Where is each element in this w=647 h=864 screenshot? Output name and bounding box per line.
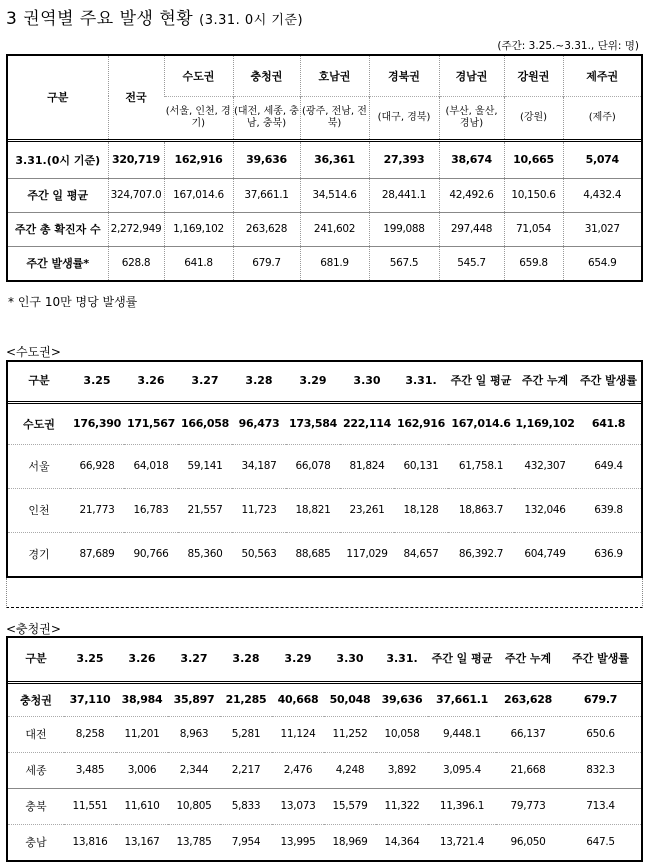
cell: 60,131 xyxy=(394,444,448,488)
col-header: 주간 누계 xyxy=(521,374,569,388)
summary-national: 전국 xyxy=(108,56,164,140)
cell: 1,169,102 xyxy=(164,212,233,246)
cell: 88,685 xyxy=(286,532,340,576)
cell: 15,579 xyxy=(324,788,376,824)
cell: 2,344 xyxy=(168,752,220,788)
cell: 21,668 xyxy=(496,752,560,788)
cell: 11,396.1 xyxy=(428,788,496,824)
cell: 18,863.7 xyxy=(448,488,514,532)
region-desc: (강원) xyxy=(504,96,563,140)
cell: 18,128 xyxy=(394,488,448,532)
region-desc: (광주, 전남, 전북) xyxy=(300,96,369,140)
cell: 85,360 xyxy=(178,532,232,576)
capital-row-incheon xyxy=(8,488,641,532)
cell: 39,636 xyxy=(376,682,428,716)
cell: 11,201 xyxy=(116,716,168,752)
summary-row-total xyxy=(8,212,641,246)
col-header: 주간 누계 xyxy=(504,652,552,666)
col-header: 구분 xyxy=(25,652,47,666)
cell: 87,689 xyxy=(70,532,124,576)
row-label: 주간 일 평균 xyxy=(8,178,108,212)
cell: 222,114 xyxy=(340,402,394,444)
cell: 832.3 xyxy=(560,752,641,788)
cell: 10,150.6 xyxy=(504,178,563,212)
row-label: 충청권 xyxy=(8,682,64,716)
cell: 647.5 xyxy=(560,824,641,860)
cell: 679.7 xyxy=(560,682,641,716)
cell: 37,110 xyxy=(64,682,116,716)
cell: 81,824 xyxy=(340,444,394,488)
col-header: 주간 발생률 xyxy=(572,652,629,666)
cell: 173,584 xyxy=(286,402,340,444)
col-header: 3.30 xyxy=(336,652,364,666)
chungcheong-row-chungnam xyxy=(8,824,641,860)
row-label: 대전 xyxy=(8,716,64,752)
cell: 21,557 xyxy=(178,488,232,532)
cell: 3,892 xyxy=(376,752,428,788)
cell: 641.8 xyxy=(164,246,233,280)
region-name: 제주권 xyxy=(563,56,641,96)
cell: 4,248 xyxy=(324,752,376,788)
cell: 3,485 xyxy=(64,752,116,788)
cell: 42,492.6 xyxy=(439,178,504,212)
cell: 132,046 xyxy=(514,488,576,532)
cell: 31,027 xyxy=(563,212,641,246)
cell: 263,628 xyxy=(496,682,560,716)
cell: 604,749 xyxy=(514,532,576,576)
chungcheong-header-row xyxy=(8,638,641,682)
cell: 3,095.4 xyxy=(428,752,496,788)
region-name: 경남권 xyxy=(439,56,504,96)
cell: 117,029 xyxy=(340,532,394,576)
cell: 79,773 xyxy=(496,788,560,824)
chungcheong-row-total xyxy=(8,682,641,716)
cell: 166,058 xyxy=(178,402,232,444)
cell: 96,050 xyxy=(496,824,560,860)
col-header: 3.28 xyxy=(232,652,260,666)
summary-row-avg xyxy=(8,178,641,212)
cell: 38,984 xyxy=(116,682,168,716)
col-header: 3.31. xyxy=(405,374,437,388)
cell: 13,721.4 xyxy=(428,824,496,860)
cell: 39,636 xyxy=(233,140,300,178)
region-name: 충청권 xyxy=(233,56,300,96)
cell: 13,816 xyxy=(64,824,116,860)
cell: 13,167 xyxy=(116,824,168,860)
cell: 8,258 xyxy=(64,716,116,752)
cell: 11,551 xyxy=(64,788,116,824)
region-name: 호남권 xyxy=(300,56,369,96)
cell: 11,610 xyxy=(116,788,168,824)
capital-table-frame xyxy=(6,360,643,578)
row-label: 충북 xyxy=(8,788,64,824)
cell: 71,054 xyxy=(504,212,563,246)
cell: 90,766 xyxy=(124,532,178,576)
cell: 14,364 xyxy=(376,824,428,860)
cell: 567.5 xyxy=(369,246,439,280)
region-name: 수도권 xyxy=(164,56,233,96)
cell: 681.9 xyxy=(300,246,369,280)
cell: 28,441.1 xyxy=(369,178,439,212)
cell: 84,657 xyxy=(394,532,448,576)
capital-row-gyeonggi xyxy=(8,532,641,576)
region-desc: (서울, 인천, 경기) xyxy=(164,96,233,140)
cell: 297,448 xyxy=(439,212,504,246)
cell: 167,014.6 xyxy=(164,178,233,212)
cell: 66,078 xyxy=(286,444,340,488)
cell: 7,954 xyxy=(220,824,272,860)
chungcheong-table xyxy=(8,638,641,860)
cell: 16,783 xyxy=(124,488,178,532)
cell: 176,390 xyxy=(70,402,124,444)
summary-corner: 구분 xyxy=(47,91,69,105)
cell: 21,773 xyxy=(70,488,124,532)
cell: 162,916 xyxy=(164,140,233,178)
row-label: 3.31.(0시 기준) xyxy=(8,140,108,178)
cell: 37,661.1 xyxy=(428,682,496,716)
cell: 13,073 xyxy=(272,788,324,824)
cell: 50,048 xyxy=(324,682,376,716)
cell: 2,272,949 xyxy=(108,212,164,246)
capital-row-seoul xyxy=(8,444,641,488)
cell: 11,723 xyxy=(232,488,286,532)
summary-row-rate xyxy=(8,246,641,280)
capital-table-continuation xyxy=(6,578,643,608)
region-desc: (제주) xyxy=(563,96,641,140)
cell: 654.9 xyxy=(563,246,641,280)
section-label-capital: <수도권> xyxy=(6,345,61,359)
cell: 5,074 xyxy=(563,140,641,178)
cell: 5,833 xyxy=(220,788,272,824)
cell: 21,285 xyxy=(220,682,272,716)
footnote: * 인구 10만 명당 발생률 xyxy=(8,295,138,309)
cell: 13,785 xyxy=(168,824,220,860)
cell: 50,563 xyxy=(232,532,286,576)
cell: 167,014.6 xyxy=(448,402,514,444)
col-header: 주간 일 평균 xyxy=(431,652,493,666)
cell: 636.9 xyxy=(576,532,641,576)
region-name: 경북권 xyxy=(369,56,439,96)
region-desc: (대전, 세종, 충남, 충북) xyxy=(233,96,300,140)
region-desc: (부산, 울산, 경남) xyxy=(439,96,504,140)
cell: 11,252 xyxy=(324,716,376,752)
col-header: 3.28 xyxy=(245,374,273,388)
row-label: 수도권 xyxy=(8,402,70,444)
row-label: 서울 xyxy=(8,444,70,488)
cell: 713.4 xyxy=(560,788,641,824)
cell: 2,476 xyxy=(272,752,324,788)
cell: 10,058 xyxy=(376,716,428,752)
col-header: 3.26 xyxy=(137,374,165,388)
cell: 2,217 xyxy=(220,752,272,788)
row-label: 충남 xyxy=(8,824,64,860)
cell: 679.7 xyxy=(233,246,300,280)
cell: 241,602 xyxy=(300,212,369,246)
cell: 40,668 xyxy=(272,682,324,716)
summary-table-frame xyxy=(6,54,643,282)
cell: 23,261 xyxy=(340,488,394,532)
summary-row-current xyxy=(8,140,641,178)
cell: 8,963 xyxy=(168,716,220,752)
col-header: 3.29 xyxy=(299,374,327,388)
cell: 18,969 xyxy=(324,824,376,860)
capital-table xyxy=(8,362,641,576)
page-title xyxy=(6,4,303,29)
row-label: 세종 xyxy=(8,752,64,788)
cell: 659.8 xyxy=(504,246,563,280)
cell: 171,567 xyxy=(124,402,178,444)
title-sub: (3.31. 0시 기준) xyxy=(199,13,304,28)
cell: 66,137 xyxy=(496,716,560,752)
cell: 162,916 xyxy=(394,402,448,444)
cell: 650.6 xyxy=(560,716,641,752)
cell: 86,392.7 xyxy=(448,532,514,576)
capital-row-total xyxy=(8,402,641,444)
col-header: 3.25 xyxy=(76,652,104,666)
col-header: 주간 일 평균 xyxy=(450,374,512,388)
chungcheong-row-daejeon xyxy=(8,716,641,752)
title-main: 3 권역별 주요 발생 현황 xyxy=(6,9,194,29)
cell: 545.7 xyxy=(439,246,504,280)
cell: 641.8 xyxy=(576,402,641,444)
cell: 11,124 xyxy=(272,716,324,752)
summary-header-row xyxy=(8,56,641,96)
cell: 5,281 xyxy=(220,716,272,752)
region-desc: (대구, 경북) xyxy=(369,96,439,140)
col-header: 3.30 xyxy=(353,374,381,388)
row-label: 경기 xyxy=(8,532,70,576)
cell: 13,995 xyxy=(272,824,324,860)
col-header: 3.26 xyxy=(128,652,156,666)
cell: 59,141 xyxy=(178,444,232,488)
col-header: 3.25 xyxy=(83,374,111,388)
col-header: 3.27 xyxy=(191,374,219,388)
summary-table xyxy=(8,56,641,280)
section-label-chungcheong: <충청권> xyxy=(6,622,61,636)
cell: 37,661.1 xyxy=(233,178,300,212)
col-header: 구분 xyxy=(28,374,50,388)
cell: 9,448.1 xyxy=(428,716,496,752)
cell: 38,674 xyxy=(439,140,504,178)
cell: 18,821 xyxy=(286,488,340,532)
cell: 11,322 xyxy=(376,788,428,824)
cell: 27,393 xyxy=(369,140,439,178)
region-name: 강원권 xyxy=(504,56,563,96)
cell: 34,187 xyxy=(232,444,286,488)
cell: 1,169,102 xyxy=(514,402,576,444)
chungcheong-row-sejong xyxy=(8,752,641,788)
col-header: 3.31. xyxy=(386,652,418,666)
cell: 10,665 xyxy=(504,140,563,178)
row-label: 주간 발생률* xyxy=(8,246,108,280)
cell: 263,628 xyxy=(233,212,300,246)
cell: 36,361 xyxy=(300,140,369,178)
cell: 324,707.0 xyxy=(108,178,164,212)
capital-header-row xyxy=(8,362,641,402)
row-label: 주간 총 확진자 수 xyxy=(8,212,108,246)
cell: 96,473 xyxy=(232,402,286,444)
cell: 199,088 xyxy=(369,212,439,246)
unit-note: (주간: 3.25.~3.31., 단위: 명) xyxy=(497,40,639,52)
col-header: 3.29 xyxy=(284,652,312,666)
cell: 35,897 xyxy=(168,682,220,716)
cell: 4,432.4 xyxy=(563,178,641,212)
cell: 639.8 xyxy=(576,488,641,532)
col-header: 3.27 xyxy=(180,652,208,666)
cell: 320,719 xyxy=(108,140,164,178)
chungcheong-table-frame xyxy=(6,636,643,862)
chungcheong-row-chungbuk xyxy=(8,788,641,824)
row-label: 인천 xyxy=(8,488,70,532)
cell: 432,307 xyxy=(514,444,576,488)
cell: 66,928 xyxy=(70,444,124,488)
cell: 64,018 xyxy=(124,444,178,488)
cell: 3,006 xyxy=(116,752,168,788)
cell: 628.8 xyxy=(108,246,164,280)
cell: 10,805 xyxy=(168,788,220,824)
cell: 649.4 xyxy=(576,444,641,488)
cell: 34,514.6 xyxy=(300,178,369,212)
col-header: 주간 발생률 xyxy=(580,374,637,388)
cell: 61,758.1 xyxy=(448,444,514,488)
